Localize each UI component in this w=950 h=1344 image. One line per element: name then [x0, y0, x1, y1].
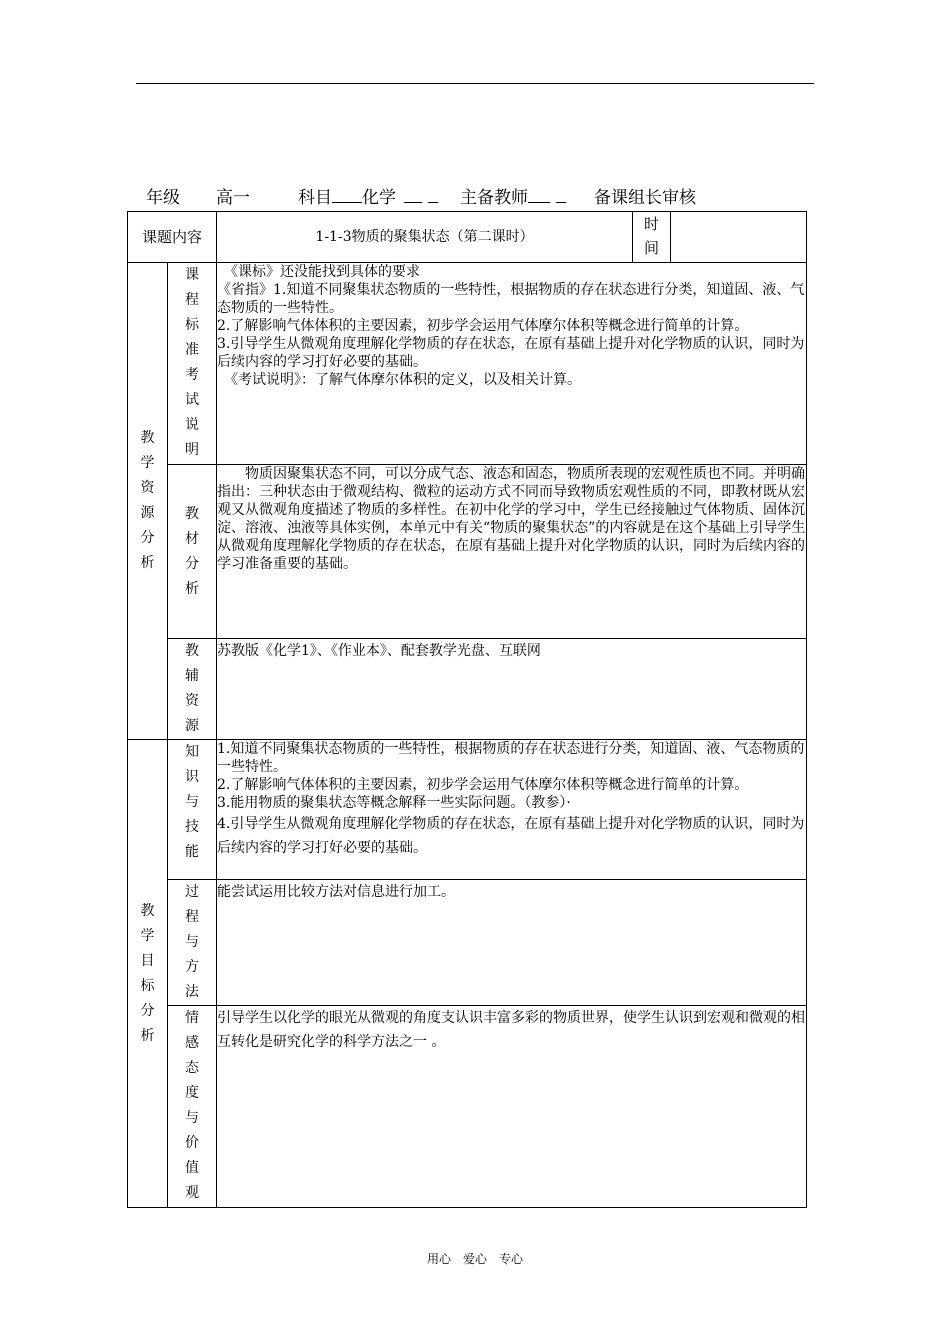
- standards-content: [217, 263, 807, 465]
- grade-value: 高一: [216, 188, 250, 208]
- footer: 用心 爱心 专心: [426, 1252, 523, 1266]
- topic-value: 1-1-3物质的聚集状态（第二课时）: [217, 212, 633, 263]
- standards-label: 课程标准考试说明: [168, 263, 217, 465]
- standards-line: 2.了解影响气体体积的主要因素，初步学会运用气体摩尔体积等概念进行简单的计算。: [217, 318, 749, 334]
- topic-label: 课题内容: [128, 212, 217, 263]
- standards-line: 《省指》1.知道不同聚集状态物质的一些特性，根据物质的存在状态进行分类，知道固、液、气态物质的一些特性。: [217, 282, 805, 316]
- subject-value: 化学: [362, 188, 396, 208]
- subject-underline: [332, 186, 362, 203]
- aux-row: [128, 639, 807, 740]
- aux-content: 苏教版《化学1》、《作业本》、配套教学光盘、互联网: [217, 639, 807, 740]
- grade-label: 年级: [146, 188, 180, 208]
- standards-line: 3.引导学生从微观角度理解化学物质的存在状态，在原有基础上提升对化学物质的认识，同时为后续内容的学习打好必要的基础。: [217, 336, 805, 370]
- lead-teacher-label: 主备教师: [460, 188, 528, 208]
- topic-row: [128, 212, 807, 263]
- objectives-section-label: 教学目标分析: [128, 740, 168, 1208]
- textbook-label: 教材分析: [168, 465, 217, 639]
- emotion-row: [128, 1006, 807, 1208]
- subject-label: 科目: [298, 188, 332, 208]
- standards-line: 《课标》还没能找到具体的要求: [224, 264, 421, 280]
- standards-line: 《考试说明》：了解气体摩尔体积的定义，以及相关计算。: [224, 372, 582, 388]
- textbook-content: 物质因聚集状态不同，可以分成气态、液态和固态，物质所表现的宏观性质也不同。并明确指出：三种状态由于微观结构、微粒的运动方式不同而导致物质宏观性质的不同，即教材既从宏观又从微观角度描述了物质的多样性。在初中化学的学习中，学生已经接触过气体物质、固体沉淀、溶液、浊液等具体实例，本单元中有关“物质的聚集状态”的内容就是在这个基础上引导学生从微观角度理解化学物质的存在状态，在原有基础上提升对化学物质的认识，同时为后续内容的学习准备重要的基础。: [217, 465, 807, 639]
- knowledge-line: 1.知道不同聚集状态物质的一些特性，根据物质的存在状态进行分类，知道固、液、气态物质的一些特性。: [217, 741, 805, 775]
- emotion-label: 情感态度与价值观: [168, 1006, 217, 1208]
- review-label: 备课组长审核: [594, 188, 696, 208]
- top-rule: [136, 83, 814, 84]
- process-label: 过程与方法: [168, 880, 217, 1006]
- knowledge-label: 知识与技能: [168, 740, 217, 880]
- time-label: 时间: [633, 212, 671, 263]
- aux-label: 教辅资源: [168, 639, 217, 740]
- time-value: [671, 212, 807, 263]
- process-content: 能尝试运用比较方法对信息进行加工。: [217, 880, 807, 1006]
- knowledge-line: 2.了解影响气体体积的主要因素，初步学会运用气体摩尔体积等概念进行简单的计算。: [217, 777, 749, 793]
- textbook-row: [128, 465, 807, 639]
- knowledge-line: 3.能用物质的聚集状态等概念解释一些实际问题。（教参）·: [217, 795, 571, 811]
- emotion-content: 引导学生以化学的眼光从微观的角度支认识丰富多彩的物质世界，使学生认识到宏观和微观的相互转化是研究化学的科学方法之一 。: [217, 1006, 807, 1208]
- resources-section-label: 教学资源分析: [128, 263, 168, 740]
- lesson-plan-table: [127, 211, 807, 1208]
- knowledge-row: [128, 740, 807, 880]
- standards-row: [128, 263, 807, 465]
- lead-teacher-underline: [528, 186, 550, 203]
- knowledge-content: [217, 740, 807, 880]
- lead-teacher-underline-2: [556, 186, 566, 203]
- knowledge-line: 4.引导学生从微观角度理解化学物质的存在状态，在原有基础上提升对化学物质的认识，同时为后续内容的学习打好必要的基础。: [217, 816, 805, 856]
- header-line: [146, 186, 696, 209]
- process-row: [128, 880, 807, 1006]
- blank-underline-2: [428, 186, 438, 203]
- blank-underline-1: [404, 186, 422, 203]
